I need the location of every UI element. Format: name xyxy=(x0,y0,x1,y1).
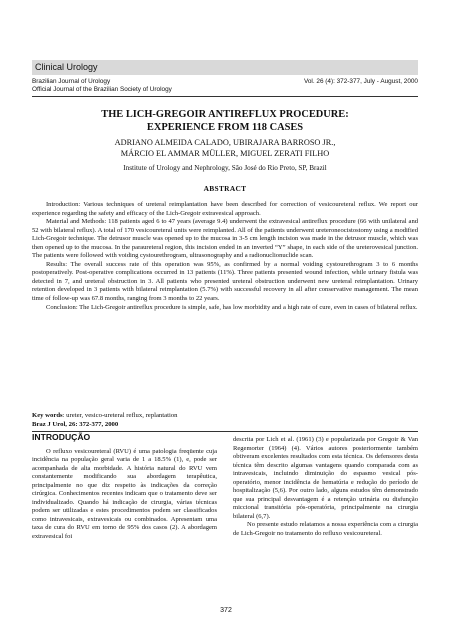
journal-org: Official Journal of the Brazilian Society of Urology xyxy=(32,86,172,93)
title-line-1: THE LICH-GREGOIR ANTIREFLUX PROCEDURE: xyxy=(101,109,349,120)
body-column-right xyxy=(233,436,418,539)
affiliation: Institute of Urology and Nephrology, São José do Rio Preto, SP, Brazil xyxy=(123,164,327,172)
intro-paragraph-1: O refluxo vesicoureteral (RVU) é uma patologia freqüente cuja incidência na população geral varia de 1 a 18.5% (1), e, pode ser acompanhada de alta morbidade. A história natural do RVU vem constantemente modificando sua abordagem terapêutica, principalmente no que diz respeito às indicações da correção cirúrgica. Conhecimentos recentes indicam que o tratamento deve ser individualizado. Quando há indicação de cirurgia, várias técnicas podem ser utilizadas e estes procedimentos podem ser classificados como intravesicais, extravesicais ou combinados. Apresentam uma taxa de cura do RVU em torno de 95% dos casos (2). A abordagem extravesical foi xyxy=(32,447,217,541)
abstract-methods: Material and Methods: 118 patients aged 6 to 47 years (average 9.4) underwent the extravesical antireflux procedure (66 with unilateral and 52 with bilateral reflux). A total of 170 vesicoureteral units were reimplanted. All of the patients underwent ureteroneocistostomy using a modified Lich-Gregoir technique. The detrusor muscle was opened up to the mucosa in 3-5 cm length incision was made in the detrusor muscle, which was then opened up to the mucosa. In the paraureteral region, this incision ended in an inverted “Y” shape, in each side of the ureterovesical junction. The patients were followed with voiding cystourethrogram, ultrasonography and a radionuclionuclide scan. xyxy=(32,218,418,260)
body-column-left xyxy=(32,433,217,542)
author-list xyxy=(32,138,418,159)
journal-name: Brazilian Journal of Urology xyxy=(32,78,111,85)
intro-paragraph-continued: descrita por Lich et al. (1961) (3) e popularizada por Gregoir & Van Regemorter (1964) (4). Vários autores posteriormente também obtiveram excelentes resultados com esta técnica. Os defensores desta técnica têm descrito algumas vantagens quando comparada com as intravesicais, incluindo diminuição do espasmo vesical pós-operatório, menor incidência de hematúria e redução do período de hospitalização (5,6). Por outro lado, alguns estudos têm demonstrado que sua principal desvantagem é a retenção urinária ou disfunção miccional transitória pós-operatória, principalmente na cirurgia bilateral (6,7). xyxy=(233,436,418,520)
article-title xyxy=(32,108,418,134)
abstract-conclusion: Conclusion: The Lich-Gregoir antireflux procedure is simple, safe, has low morbidity and a high rate of cure, even in cases of bilateral reflux. xyxy=(46,303,418,311)
page-number: 372 xyxy=(220,607,232,614)
keywords-block xyxy=(32,412,418,429)
section-label: Clinical Urology xyxy=(32,60,418,75)
citation-text: Braz J Urol, 26: 372-377, 2000 xyxy=(32,420,119,428)
abstract-body xyxy=(32,201,418,312)
keywords-label: Key words xyxy=(32,412,63,419)
authors-line-2: MÁRCIO EL AMMAR MÜLLER, MIGUEL ZERATI FILHO xyxy=(120,148,330,158)
header-rule xyxy=(32,96,418,97)
keywords-line xyxy=(32,412,418,421)
abstract-results: Results: The overall success rate of this operation was 95%, as confirmed by a normal voiding cystourethrogram 3 to 6 months postoperatively. Post-operative complications occurred in 13 patients (11%). Three patients presented wound infection, while urinary fistula was detected in 7, and ureteral obstruction in 3. All patients who presented ureteral obstruction underwent new ureteral reimplantation. Urinary retention developed in 3 patients with bilateral reimplantation (5.7%) with successful recovery in all after conservative management. The mean time of follow-up was 67.8 months, ranging from 3 months to 22 years. xyxy=(32,260,418,303)
abstract-introduction: Introduction: Various techniques of ureteral reimplantation have been described for correction of vesicoureteral reflux. We report our experience regarding the safety and efficacy of the Lich-Gregoir extravesical approach. xyxy=(32,201,418,217)
section-heading: INTRODUÇÃO xyxy=(32,432,91,442)
authors-line-1: ADRIANO ALMEIDA CALADO, UBIRAJARA BARROSO JR., xyxy=(114,138,336,147)
abstract-heading: ABSTRACT xyxy=(203,184,247,193)
keywords-text: : ureter, vesico-ureteral reflux, replantation xyxy=(62,412,178,419)
intro-paragraph-2: No presente estudo relatamos a nossa experiência com a cirurgia de Lich-Gregoir no tratamento do refluxo vesicoureteral. xyxy=(233,521,418,538)
volume-info: Vol. 26 (4): 372-377, July - August, 2000 xyxy=(303,78,418,85)
citation xyxy=(32,421,418,430)
title-line-2: EXPERIENCE FROM 118 CASES xyxy=(146,122,304,133)
journal-name-block xyxy=(32,78,172,94)
